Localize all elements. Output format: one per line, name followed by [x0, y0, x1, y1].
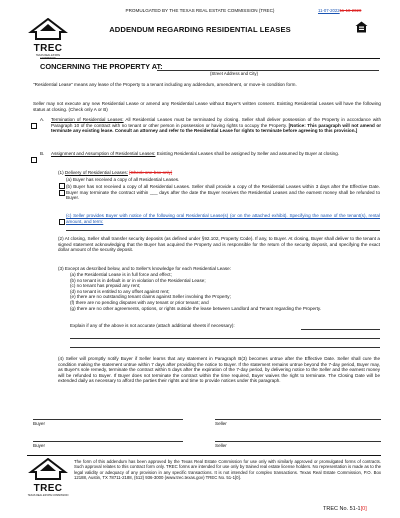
buyer-2-signature[interactable] — [33, 440, 183, 442]
footer-logo-text: TREC — [33, 483, 63, 494]
property-label: CONCERNING THE PROPERTY AT: — [40, 62, 163, 71]
buyer-2-label: Buyer — [33, 443, 46, 448]
revision-date: 11-07-202211-18-2020 — [318, 8, 362, 13]
property-address-field[interactable] — [157, 69, 379, 71]
representation-item: (g) there are no other agreements, options, or rights outside the lease between Landlord and Tenant regarding the Property. — [70, 305, 322, 311]
seller-1-signature[interactable] — [215, 418, 381, 420]
representation-item: (f) there are no pending disputes with any tenant or prior tenant; and — [70, 299, 209, 305]
footer-disclaimer: The form of this addendum has been approved by the Texas Real Estate Commission for use only with similarly approved or promulgated forms of contracts. Such approval relates to this contract form only. TREC forms are intended for use only by trained real estate license holders. No representation is made as to the legal validity or adequacy of any provision in any specific transactions. It is not intended for complex transactions. Texas Real Estate Commission, P.O. Box 12188, Austin, TX 78711-2188, (512) 936-3000 (www.trec.texas.gov) TREC No. 51-1[0]. — [74, 459, 381, 480]
divider — [40, 58, 380, 59]
buyer-1-signature[interactable] — [33, 418, 183, 420]
representations-list — [70, 272, 380, 311]
explain-field-1[interactable] — [301, 328, 380, 330]
explain-label: Explain if any of the above is not accurate (attach additional sheets if necessary): — [70, 323, 235, 328]
section-b-checkbox[interactable] — [31, 151, 39, 169]
section-b-text: Assignment and Assumption of Residential Leases: Existing Residential Leases shall be assigned by Seller and assumed by Buyer at closing. — [51, 151, 340, 156]
trec-logo-subtext: TEXAS REAL ESTATE COMMISSION — [35, 54, 61, 60]
intro-definition: "Residential Lease" means any lease of the Property to a tenant including any addendum, amendment, or move-in condition form. — [33, 82, 297, 87]
representation-item: (b) no tenant is in default in or in violation of the Residential Lease; — [70, 277, 206, 283]
seller-2-label: Seller — [215, 443, 227, 448]
form-number: TREC No. 51-1[0] — [323, 506, 367, 512]
trec-logo — [28, 18, 68, 60]
section-b-letter: B. — [40, 151, 45, 156]
delivery-heading: (1) Delivery of Residential Leases: [Check one box only] — [58, 170, 173, 175]
property-address-caption: (Street Address and City) — [210, 71, 259, 76]
promulgated-line: PROMULGATED BY THE TEXAS REAL ESTATE COMMISSION (TREC) — [125, 8, 275, 13]
representation-item: (c) no tenant has prepaid any rent; — [70, 283, 141, 289]
footer-house-icon — [27, 458, 69, 480]
explain-field-2[interactable] — [70, 337, 380, 339]
trec-logo-text: TREC — [33, 43, 63, 54]
option-b-text: (b) Buyer has not received a copy of all Residential Leases. Seller shall provide a copy of the Residential Leases within 3 days after the Effective Date. Buyer may terminate the contract within ___ days after the date the Buyer receives the Residential Leases and the earnest money shall be refunded to Buyer. — [66, 184, 380, 201]
explain-field-3[interactable] — [70, 346, 380, 348]
seller-1-label: Seller — [215, 421, 227, 426]
representation-item: (a) the Residential Lease is in full force and effect; — [70, 272, 172, 277]
security-deposit-text: (2) At closing, Seller shall transfer security deposits (as defined under §92.102, Property Code). If any, to Buyer. At closing, Buyer shall deliver to the tenant a signed statement acknowledging that the Buyer has acquired the Property and is responsible for the return of the security deposit, and specifying the exact dollar amount of the security deposit. — [58, 236, 380, 253]
oral-lease-field[interactable] — [66, 229, 380, 231]
representations-heading: (3) Except as described below, and to Seller's knowledge for each Residential Lease: — [58, 266, 231, 271]
footer-logo-subtext: TEXAS REAL ESTATE COMMISSION — [27, 494, 69, 497]
section-a-text: Termination of Residential Leases: All Residential Leases must be terminated by closing. Seller shall deliver possession of the Property in accordance with Paragraph 10 of the contract with no tenant or other person in possession or having rights to occupy the Property. [Notice: This paragraph will not amend or terminate any existing lease. Consult an attorney and refer to the Residential Lease for rights to terminate before agreeing to this provision.] — [51, 117, 382, 134]
footer-trec-logo — [27, 458, 69, 498]
representation-item: (e) there are no outstanding tenant claims against Seller involving the Property; — [70, 294, 231, 300]
section-a-checkbox[interactable] — [31, 117, 39, 135]
intro-status: Seller may not execute any new Residential Lease or amend any Residential Lease without Buyer's written consent. Existing Residential Leases will have the following status at closing. (Check only A or B) — [33, 101, 381, 112]
footer-divider — [27, 455, 381, 456]
representation-item: (d) no tenant is entitled to any offset against rent; — [70, 288, 170, 294]
notify-text: (4) Seller will promptly notify Buyer if Seller learns that any statement in Paragraph B(3) becomes untrue after the Effective Date. Seller shall cure the condition making the statement untrue within 7 days after providing the notice to Buyer. If the statement remains untrue beyond the 7-day period, Buyer may, as Buyer's sole remedy, terminate the contract within 5 days after the expiration of the 7-day period, by delivering notice to the Seller and the earnest money will be refunded to Buyer. If Buyer does not terminate the contract within the time required, Buyer waives the right to terminate. The Closing Date will be extended daily as necessary to afford the parties their rights and time to provide notices under this paragraph. — [58, 356, 380, 384]
option-c-text: (c) Seller provides Buyer with notice of the following oral Residential Lease(s) (or on the attached exhibit). Specifying the name of the tenant(s), rental amount, and term: — [66, 213, 380, 224]
page-title: ADDENDUM REGARDING RESIDENTIAL LEASES — [109, 25, 291, 34]
section-a-letter: A. — [40, 117, 45, 122]
buyer-1-label: Buyer — [33, 421, 46, 426]
seller-2-signature[interactable] — [215, 440, 381, 442]
option-a-text: (a) Buyer has received a copy of all Residential Leases. — [66, 177, 180, 182]
